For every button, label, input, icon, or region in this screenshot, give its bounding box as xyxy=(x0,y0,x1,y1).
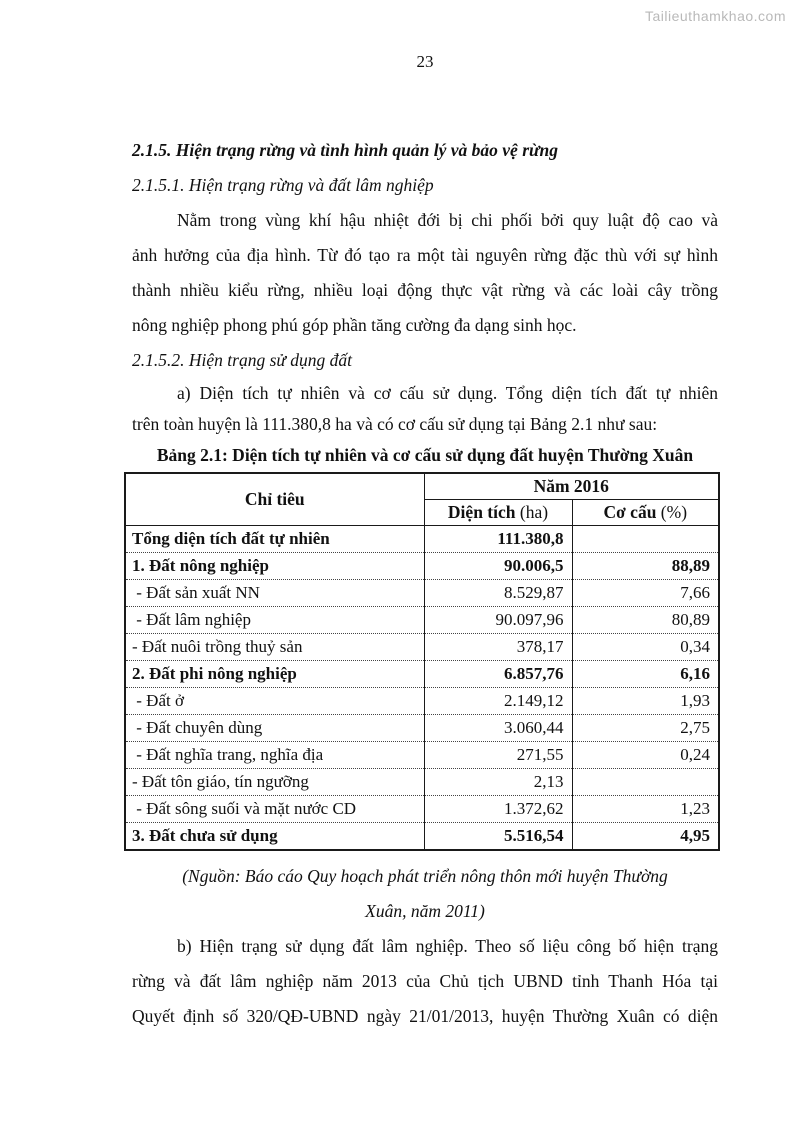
source-citation xyxy=(132,859,718,929)
table-row xyxy=(125,769,719,796)
cell-area: 8.529,87 xyxy=(424,580,572,607)
cell-indicator: - Đất nuôi trồng thuỷ sản xyxy=(125,634,424,661)
cell-indicator: - Đất nghĩa trang, nghĩa địa xyxy=(125,742,424,769)
table-row xyxy=(125,661,719,688)
cell-share: 80,89 xyxy=(572,607,719,634)
cell-share: 7,66 xyxy=(572,580,719,607)
source-line: Xuân, năm 2011) xyxy=(365,901,485,921)
cell-share xyxy=(572,526,719,553)
cell-share: 4,95 xyxy=(572,823,719,851)
cell-indicator: 1. Đất nông nghiệp xyxy=(125,553,424,580)
cell-indicator: - Đất sông suối và mặt nước CD xyxy=(125,796,424,823)
section-heading: 2.1.5. Hiện trạng rừng và tình hình quản lý và bảo vệ rừng xyxy=(132,140,558,160)
table-row xyxy=(125,796,719,823)
paragraph-line: trên toàn huyện là 111.380,8 ha và có cơ cấu sử dụng tại Bảng 2.1 như sau: xyxy=(132,414,658,434)
table-row xyxy=(125,823,719,851)
table-row xyxy=(125,742,719,769)
cell-share: 0,34 xyxy=(572,634,719,661)
document-content xyxy=(132,133,718,1034)
cell-indicator: - Đất chuyên dùng xyxy=(125,715,424,742)
cell-area: 271,55 xyxy=(424,742,572,769)
cell-area: 2.149,12 xyxy=(424,688,572,715)
cell-area: 2,13 xyxy=(424,769,572,796)
cell-share xyxy=(572,769,719,796)
cell-share: 1,23 xyxy=(572,796,719,823)
table-row xyxy=(125,580,719,607)
col-header-area-label: Diện tích xyxy=(447,502,516,522)
cell-area: 1.372,62 xyxy=(424,796,572,823)
col-header-area xyxy=(424,500,572,526)
cell-share: 0,24 xyxy=(572,742,719,769)
cell-indicator: - Đất tôn giáo, tín ngưỡng xyxy=(125,769,424,796)
table-row xyxy=(125,715,719,742)
table-row xyxy=(125,526,719,553)
paragraph-line: thành nhiều kiểu rừng, nhiều loại động thực vật rừng và các loài cây trồng xyxy=(132,280,718,300)
col-header-area-unit: (ha) xyxy=(515,502,549,522)
col-header-share xyxy=(572,500,719,526)
watermark: Tailieuthamkhao.com xyxy=(644,8,786,24)
paragraph-line: nông nghiệp phong phú góp phần tăng cường đa dạng sinh học. xyxy=(132,315,577,335)
paragraph-line: rừng và đất lâm nghiệp năm 2013 của Chủ tịch UBND tỉnh Thanh Hóa tại xyxy=(132,971,718,991)
paragraph-line: b) Hiện trạng sử dụng đất lâm nghiệp. Theo số liệu công bố hiện trạng xyxy=(177,936,718,956)
cell-share: 2,75 xyxy=(572,715,719,742)
table-caption: Bảng 2.1: Diện tích tự nhiên và cơ cấu sử dụng đất huyện Thường Xuân xyxy=(156,445,694,465)
col-header-indicator: Chỉ tiêu xyxy=(125,473,424,526)
cell-area: 6.857,76 xyxy=(424,661,572,688)
table-body xyxy=(125,526,719,851)
table-row xyxy=(125,553,719,580)
cell-area: 90.097,96 xyxy=(424,607,572,634)
cell-area: 378,17 xyxy=(424,634,572,661)
table-row xyxy=(125,634,719,661)
paragraph-line: ảnh hưởng của địa hình. Từ đó tạo ra một tài nguyên rừng đặc thù với sự hình xyxy=(132,245,718,265)
land-use-table xyxy=(124,472,720,851)
cell-share: 88,89 xyxy=(572,553,719,580)
table-row xyxy=(125,688,719,715)
paragraph-line: Quyết định số 320/QĐ-UBND ngày 21/01/2013, huyện Thường Xuân có diện xyxy=(132,1006,718,1026)
table-row xyxy=(125,607,719,634)
cell-area: 90.006,5 xyxy=(424,553,572,580)
subsection-heading-1: 2.1.5.1. Hiện trạng rừng và đất lâm nghiệp xyxy=(132,175,434,195)
paragraph-line: Nằm trong vùng khí hậu nhiệt đới bị chi phối bởi quy luật độ cao và xyxy=(177,210,718,230)
page-number: 23 xyxy=(416,52,434,71)
cell-indicator: Tổng diện tích đất tự nhiên xyxy=(125,526,424,553)
cell-indicator: - Đất lâm nghiệp xyxy=(125,607,424,634)
cell-share: 6,16 xyxy=(572,661,719,688)
cell-area: 3.060,44 xyxy=(424,715,572,742)
col-header-share-unit: (%) xyxy=(656,502,688,522)
col-header-share-label: Cơ cấu xyxy=(603,502,657,522)
cell-share: 1,93 xyxy=(572,688,719,715)
col-header-year: Năm 2016 xyxy=(424,473,719,500)
paragraph-line: a) Diện tích tự nhiên và cơ cấu sử dụng. Tổng diện tích đất tự nhiên xyxy=(177,383,718,403)
subsection-heading-2: 2.1.5.2. Hiện trạng sử dụng đất xyxy=(132,350,353,370)
cell-area: 111.380,8 xyxy=(424,526,572,553)
paragraph-1 xyxy=(132,203,718,343)
cell-indicator: 2. Đất phi nông nghiệp xyxy=(125,661,424,688)
source-line: (Nguồn: Báo cáo Quy hoạch phát triển nông thôn mới huyện Thường xyxy=(182,866,668,886)
cell-indicator: - Đất ở xyxy=(125,688,424,715)
cell-area: 5.516,54 xyxy=(424,823,572,851)
cell-indicator: 3. Đất chưa sử dụng xyxy=(125,823,424,851)
paragraph-2 xyxy=(132,378,718,440)
cell-indicator: - Đất sản xuất NN xyxy=(125,580,424,607)
paragraph-3 xyxy=(132,929,718,1034)
